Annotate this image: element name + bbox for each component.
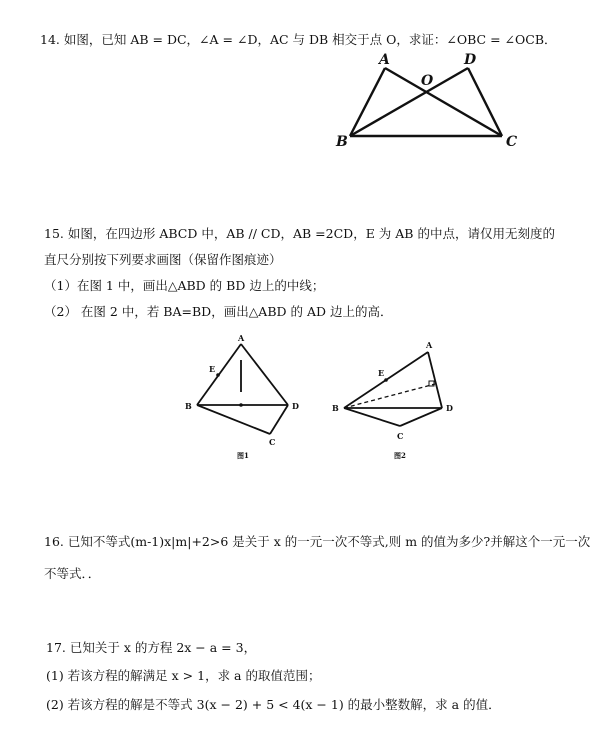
q14-label-d: D xyxy=(464,52,477,68)
fig2-label-c: C xyxy=(397,431,404,441)
fig2-label-b: B xyxy=(332,403,339,413)
fig1-label-c: C xyxy=(269,437,276,447)
q14-label-a: A xyxy=(379,52,390,68)
q14-label-c: C xyxy=(506,134,518,150)
fig2-label-e: E xyxy=(378,368,385,378)
q16-line1: 16. 已知不等式(m-1)x|m|+2>6 是关于 x 的一元一次不等式,则 m 的值为多少?并解这个一元一次 xyxy=(44,534,591,549)
q14-label-b: B xyxy=(336,134,348,150)
q15-part1: （1）在图 1 中，画出△ABD 的 BD 边上的中线； xyxy=(44,278,325,293)
q17-line1: 17. 已知关于 x 的方程 2x − a = 3， xyxy=(46,640,257,655)
q14-label-o: O xyxy=(421,73,434,89)
fig1-label-d: D xyxy=(292,401,299,411)
fig2-label-a: A xyxy=(426,340,433,350)
q17-part1: (1) 若该方程的解满足 x > 1，求 a 的取值范围； xyxy=(46,668,321,683)
fig1-caption: 图1 xyxy=(237,451,249,460)
q14-figure xyxy=(330,50,530,154)
fig2-label-d: D xyxy=(446,403,453,413)
q15-figure-1 xyxy=(180,330,310,460)
q15-part2: （2） 在图 2 中，若 BA=BD，画出△ABD 的 AD 边上的高． xyxy=(44,304,393,319)
fig1-label-a: A xyxy=(238,333,245,343)
q15-line1: 15. 如图，在四边形 ABCD 中，AB // CD，AB =2CD，E 为 AB 的中点，请仅用无刻度的 xyxy=(44,226,555,241)
q14-text: 14. 如图，已知 AB = DC，∠A = ∠D，AC 与 DB 相交于点 O，求证：∠OBC = ∠OCB． xyxy=(40,32,557,47)
fig1-label-b: B xyxy=(185,401,192,411)
q17-part2: (2) 若该方程的解是不等式 3(x − 2) + 5 < 4(x − 1) 的最小整数解，求 a 的值． xyxy=(46,697,501,712)
q15-figure-2 xyxy=(328,338,468,460)
q16-line2: 不等式．． xyxy=(44,566,101,581)
q15-line2: 直尺分别按下列要求画图（保留作图痕迹） xyxy=(44,252,282,267)
fig2-caption: 图2 xyxy=(394,451,406,460)
fig1-label-e: E xyxy=(209,364,216,374)
